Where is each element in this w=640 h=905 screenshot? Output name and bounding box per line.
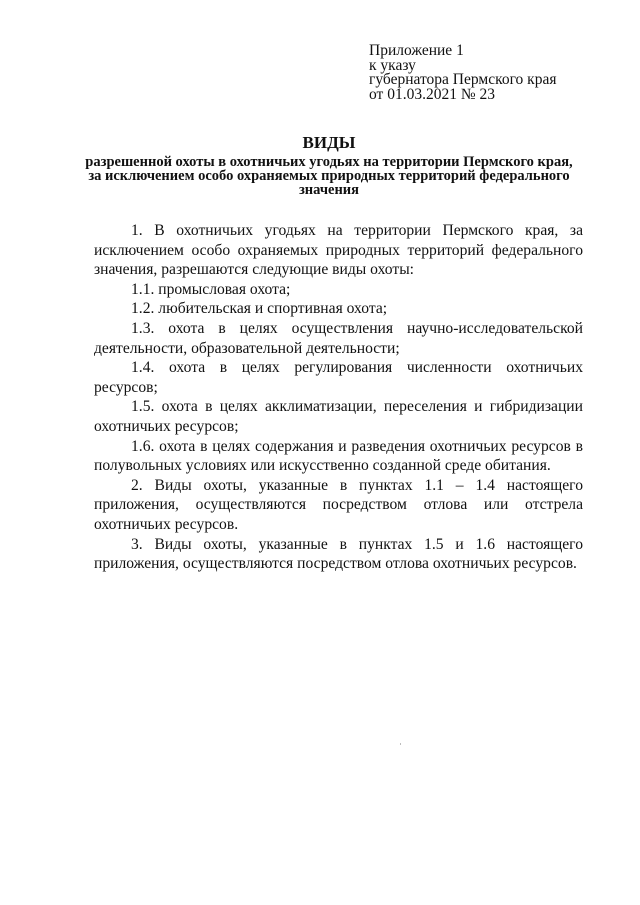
paragraph-2: 2. Виды охоты, указанные в пунктах 1.1 – 1.4 настоящего приложения, осуществляются посредством отлова или отстрела охотничьих ресурсов. bbox=[94, 476, 583, 533]
paragraph-1-4: 1.4. охота в целях регулирования численности охотничьих ресурсов; bbox=[94, 359, 583, 396]
document-title: ВИДЫ bbox=[302, 133, 356, 152]
paragraph-1-6: 1.6. охота в целях содержания и разведения охотничьих ресурсов в полувольных условиях или искусственно созданной среде обитания. bbox=[94, 437, 583, 475]
paragraph-1: 1. В охотничьих угодьях на территории Пермского края, за исключением особо охраняемых природных территорий федерального значения, разрешаются следующие виды охоты: bbox=[94, 222, 583, 279]
appendix-line-1: Приложение 1 bbox=[369, 42, 464, 59]
scan-speck bbox=[400, 743, 401, 745]
paragraph-1-2: 1.2. любительская и спортивная охота; bbox=[131, 300, 388, 318]
document-body bbox=[94, 221, 583, 574]
paragraph-3: 3. Виды охоты, указанные в пунктах 1.5 и 1.6 настоящего приложения, осуществляются посредством отлова охотничьих ресурсов. bbox=[94, 535, 583, 573]
appendix-line-4: от 01.03.2021 № 23 bbox=[369, 85, 495, 103]
appendix-header bbox=[369, 44, 619, 102]
paragraph-1-1: 1.1. промысловая охота; bbox=[131, 280, 291, 298]
appendix-line-2: к указу bbox=[369, 56, 416, 74]
appendix-line-3: губернатора Пермского края bbox=[369, 71, 557, 88]
document-subtitle: разрешенной охоты в охотничьих угодьях на территории Пермского края, за исключением особо охраняемых природных территорий федерального значения bbox=[85, 154, 573, 198]
paragraph-1-5: 1.5. охота в целях акклиматизации, переселения и гибридизации охотничьих ресурсов; bbox=[94, 398, 583, 435]
paragraph-1-3: 1.3. охота в целях осуществления научно-исследовательской деятельности, образовательной деятельности; bbox=[94, 319, 583, 357]
